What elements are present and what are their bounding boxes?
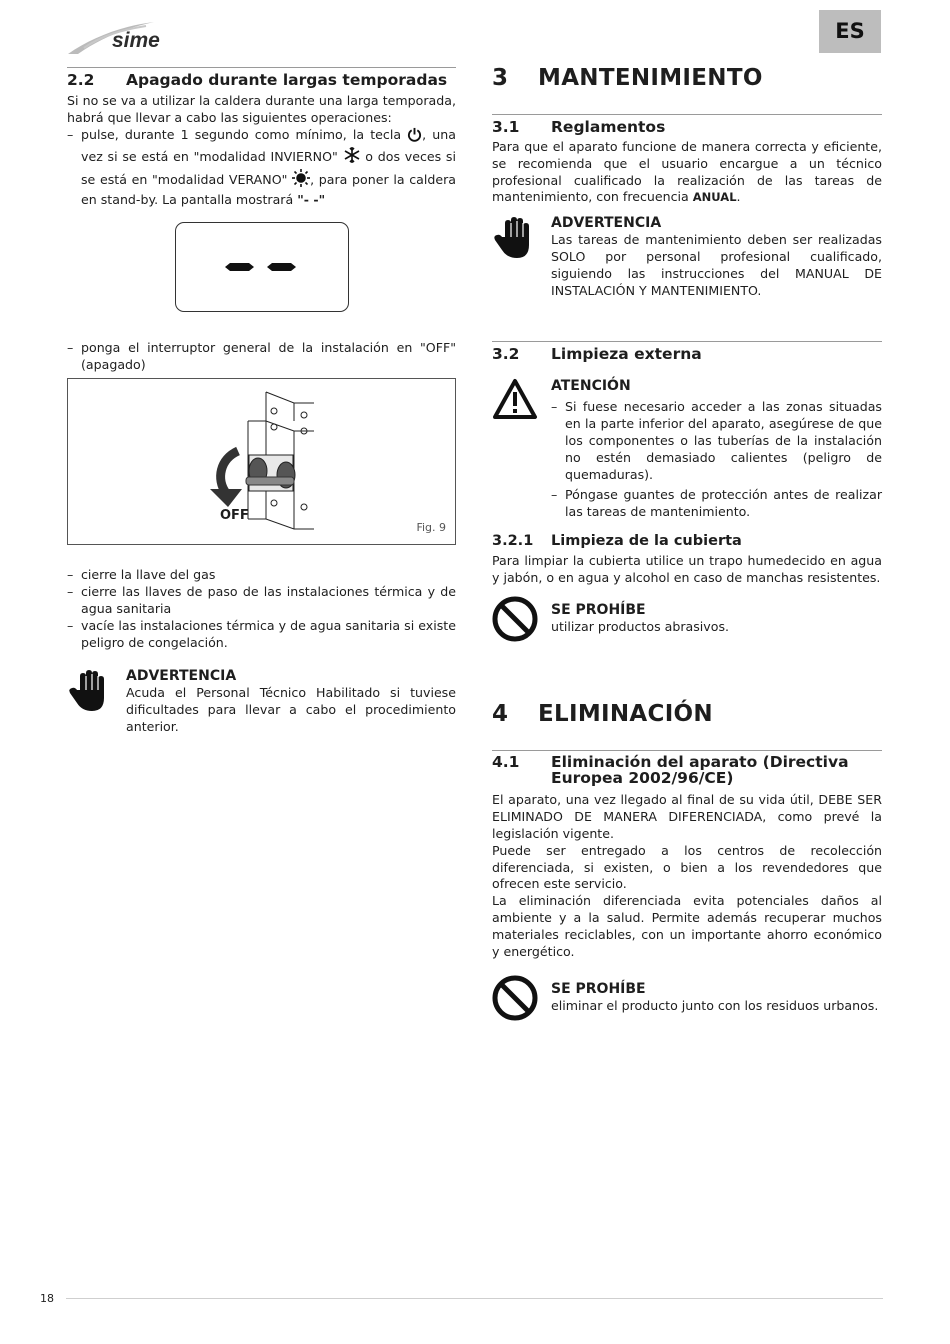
section-4-heading: 4 ELIMINACIÓN xyxy=(492,701,713,728)
warning-notice xyxy=(492,215,882,299)
figure-caption: Fig. 9 xyxy=(416,521,446,535)
breaker-illustration xyxy=(68,379,457,544)
language-badge: ES xyxy=(819,10,881,53)
prohibition-icon xyxy=(492,596,551,647)
list-item: – cierre la llave del gas xyxy=(67,567,216,583)
prohibition-title: SE PROHÍBE xyxy=(551,981,646,998)
figure-9 xyxy=(67,378,456,545)
prohibition-text: utilizar productos abrasivos. xyxy=(551,618,730,634)
sime-logo xyxy=(66,18,186,56)
list-item: – cierre las llaves de paso de las instalaciones térmica y de agua sanitaria xyxy=(67,584,456,616)
closing-steps-list xyxy=(67,567,456,651)
disposal-paragraph-3: La eliminación diferenciada evita potenciales daños al ambiente y a la salud. Permite además recuperar muchos materiales reciclables, con un importante ahorro económico y energético. xyxy=(492,893,882,959)
warning-title: ADVERTENCIA xyxy=(126,668,237,685)
attention-title: ATENCIÓN xyxy=(551,378,631,395)
warning-text: Acuda el Personal Técnico Habilitado si tuviese dificultades para llevar a cabo el procedimiento anterior. xyxy=(126,685,456,734)
disposal-paragraph-1: El aparato, una vez llegado al final de su vida útil, DEBE SER ELIMINADO DE MANERA DIFERENCIADA, como prevé la legislación vigente. xyxy=(492,792,882,841)
prohibition-text: eliminar el producto junto con los residuos urbanos. xyxy=(551,998,879,1014)
left-column xyxy=(67,60,456,736)
footer-divider xyxy=(66,1298,883,1299)
stop-hand-icon xyxy=(492,215,551,299)
stop-hand-icon xyxy=(67,668,126,735)
section-3-2-1-heading: 3.2.1 Limpieza de la cubierta xyxy=(492,532,742,549)
right-column xyxy=(492,60,882,1026)
off-label: OFF xyxy=(220,508,249,524)
list-item: – pulse, durante 1 segundo como mínimo, la tecla , una vez si se está en "modalidad INVIERNO" o dos veces si se está en "modalidad VERANO" , para poner la caldera en stand-by. La pantalla mostrará "- -" xyxy=(67,126,456,207)
sun-icon xyxy=(292,169,310,192)
warning-title: ADVERTENCIA xyxy=(551,215,662,232)
section-3-1-heading: 3.1 Reglamentos xyxy=(492,118,666,136)
section-4-1-heading: 4.1 Eliminación del aparato (Directiva Europea 2002/96/CE) xyxy=(492,753,849,788)
warning-notice xyxy=(67,668,456,735)
maintenance-paragraph: Para que el aparato funcione de manera correcta y eficiente, se recomienda que el usuario encargue a un técnico profesional cualificado la realización de las tareas de mantenimiento, con frecuencia ANUAL. xyxy=(492,139,882,205)
prohibition-notice xyxy=(492,975,882,1026)
page-number: 18 xyxy=(40,1292,54,1305)
disposal-paragraph-2: Puede ser entregado a los centros de recolección diferenciada, si existen, o bien a los revendedores que ofrecen este servicio. xyxy=(492,842,882,892)
display-illustration xyxy=(175,222,349,312)
prohibition-notice xyxy=(492,596,882,647)
attention-notice xyxy=(492,378,882,521)
prohibition-icon xyxy=(492,975,551,1026)
list-item: – Póngase guantes de protección antes de realizar las tareas de mantenimiento. xyxy=(551,487,882,520)
snowflake-icon xyxy=(343,146,361,169)
list-item: – Si fuese necesario acceder a las zonas situadas en la parte inferior del aparato, asegúrese de que los componentes o las tuberías de la instalación no estén demasiado calientes (peligro de quemaduras). xyxy=(551,399,882,482)
display-dashes-text: "- -" xyxy=(297,191,326,207)
cleaning-paragraph: Para limpiar la cubierta utilice un trapo humedecido en agua y jabón, o en agua y alcohol en caso de manchas resistentes. xyxy=(492,552,882,585)
section-2-2-heading: 2.2 Apagado durante largas temporadas xyxy=(67,71,448,89)
section-3-2-heading: 3.2 Limpieza externa xyxy=(492,345,702,364)
list-item: – vacíe las instalaciones térmica y de agua sanitaria si existe peligro de congelación. xyxy=(67,617,456,650)
power-icon xyxy=(407,127,422,147)
warning-triangle-icon xyxy=(492,378,551,521)
prohibition-title: SE PROHÍBE xyxy=(551,601,646,618)
warning-text: Las tareas de mantenimiento deben ser realizadas SOLO por personal profesional cualificado, siguiendo las instrucciones del MANUAL DE INSTALACIÓN Y MANTENIMIENTO. xyxy=(551,232,882,298)
list-item: – ponga el interruptor general de la instalación en "OFF" (apagado) xyxy=(67,339,456,372)
intro-paragraph: Si no se va a utilizar la caldera durante una larga temporada, habrá que llevar a cabo las siguientes operaciones: xyxy=(67,93,456,125)
section-3-heading: 3 MANTENIMIENTO xyxy=(492,65,763,91)
svg-text:sime: sime xyxy=(112,29,160,52)
